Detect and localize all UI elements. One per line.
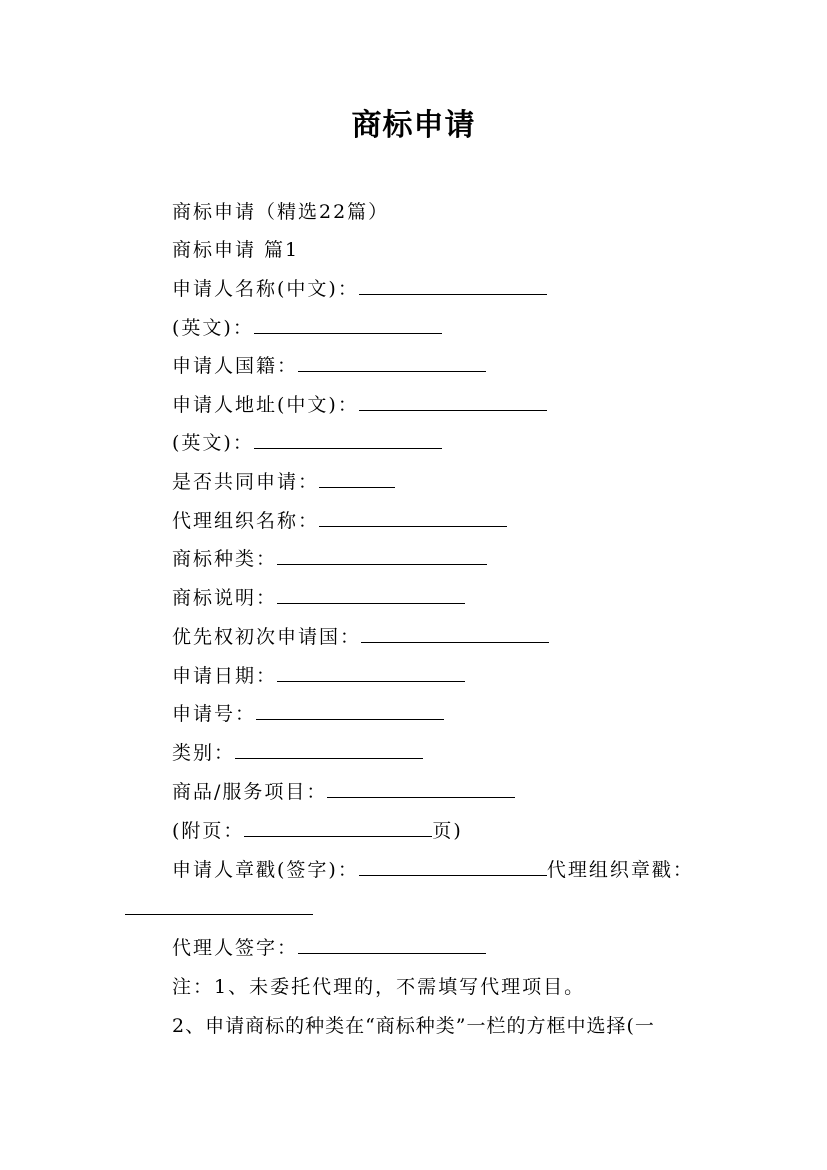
- form-line-address-cn: [172, 392, 547, 417]
- blank-field[interactable]: [256, 701, 444, 720]
- field-label: 商标种类：: [172, 548, 278, 570]
- field-label: 申请人名称(中文)：: [172, 278, 359, 300]
- form-line-priority-country: [172, 624, 549, 649]
- form-line-agency-name: [172, 508, 507, 533]
- form-line-agent-signature: [172, 935, 486, 960]
- blank-field[interactable]: [254, 315, 442, 334]
- blank-field[interactable]: [359, 392, 547, 411]
- field-suffix: 页): [432, 820, 463, 842]
- field-label: 申请日期：: [172, 665, 278, 687]
- blank-field[interactable]: [277, 585, 465, 604]
- field-label: 商品/服务项目：: [172, 781, 328, 803]
- blank-field[interactable]: [125, 896, 313, 915]
- blank-field[interactable]: [319, 469, 395, 488]
- field-label: 申请人国籍：: [172, 355, 299, 377]
- form-line-nationality: [172, 353, 486, 378]
- blank-field[interactable]: [359, 276, 547, 295]
- blank-field[interactable]: [277, 663, 465, 682]
- blank-field[interactable]: [298, 935, 486, 954]
- field-label: (英文)：: [172, 432, 254, 454]
- section-heading: 商标申请 篇1: [172, 239, 300, 261]
- note-line-1: 注：1、未委托代理的，不需填写代理项目。: [172, 976, 586, 998]
- note-line-2: 2、申请商标的种类在“商标种类”一栏的方框中选择(一: [172, 1015, 655, 1037]
- blank-field[interactable]: [277, 546, 487, 565]
- form-line-applicant-name-en: [172, 315, 442, 340]
- document-subtitle: 商标申请（精选22篇）: [172, 201, 390, 223]
- form-line-application-number: [172, 701, 444, 726]
- field-label: 类别：: [172, 742, 236, 764]
- form-line-agency-seal-blank: [125, 896, 313, 921]
- field-label: 申请人章戳(签字)：: [172, 859, 359, 881]
- form-line-goods-services: [172, 779, 515, 804]
- field-label: 代理人签字：: [172, 937, 299, 959]
- field-label: 是否共同申请：: [172, 471, 320, 493]
- blank-field[interactable]: [359, 857, 547, 876]
- form-line-attachment-pages: [172, 818, 463, 843]
- blank-field[interactable]: [298, 353, 486, 372]
- form-line-application-date: [172, 663, 465, 688]
- blank-field[interactable]: [327, 779, 515, 798]
- blank-field[interactable]: [235, 740, 423, 759]
- field-label: 优先权初次申请国：: [172, 626, 362, 648]
- field-label: 商标说明：: [172, 587, 278, 609]
- field-label: 申请人地址(中文)：: [172, 394, 359, 416]
- form-line-address-en: [172, 430, 442, 455]
- blank-field[interactable]: [361, 624, 549, 643]
- blank-field[interactable]: [254, 430, 442, 449]
- form-line-trademark-type: [172, 546, 487, 571]
- form-line-category: [172, 740, 423, 765]
- form-line-trademark-description: [172, 585, 465, 610]
- form-line-applicant-seal: [172, 857, 694, 882]
- field-label: 申请号：: [172, 703, 257, 725]
- form-line-joint-application: [172, 469, 395, 494]
- field-label: 代理组织名称：: [172, 510, 320, 532]
- field-label: (附页：: [172, 820, 245, 842]
- page-title: 商标申请: [351, 108, 476, 143]
- blank-field[interactable]: [319, 508, 507, 527]
- form-line-applicant-name-cn: [172, 276, 547, 301]
- field-label: 代理组织章戳：: [546, 859, 694, 881]
- blank-field[interactable]: [244, 818, 432, 837]
- field-label: (英文)：: [172, 317, 254, 339]
